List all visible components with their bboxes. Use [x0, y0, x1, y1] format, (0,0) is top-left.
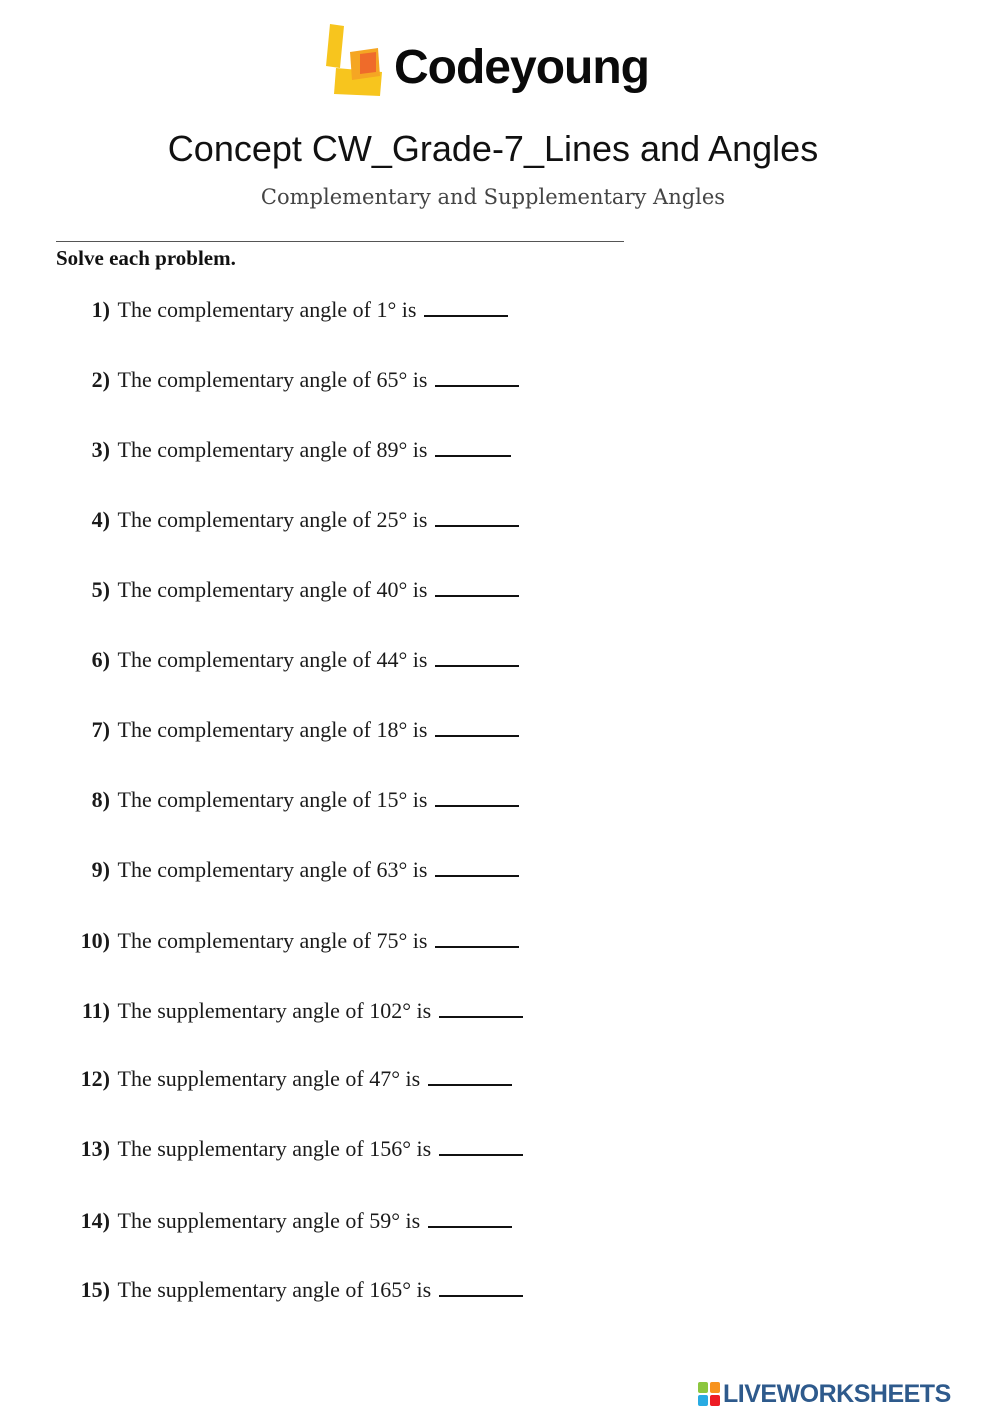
problem-item: [56, 785, 519, 815]
problem-number: 6): [91, 647, 110, 672]
answer-blank[interactable]: [435, 577, 519, 597]
problem-number: 11): [81, 998, 110, 1023]
answer-blank[interactable]: [428, 1066, 512, 1086]
problem-text: The complementary angle of 75° is: [117, 928, 428, 953]
answer-blank[interactable]: [435, 507, 519, 527]
answer-blank[interactable]: [435, 928, 519, 948]
problem-number: 14): [80, 1208, 110, 1233]
answer-blank[interactable]: [435, 647, 519, 667]
problem-item: [56, 1275, 523, 1305]
problem-number: 7): [91, 717, 110, 742]
problem-item: [56, 645, 519, 675]
codeyoung-logo-icon: [326, 24, 384, 96]
problem-number: 8): [91, 787, 110, 812]
problem-text: The complementary angle of 40° is: [117, 577, 428, 602]
brand-name: Codeyoung: [394, 41, 649, 94]
problem-item: [56, 1206, 512, 1236]
problem-text: The complementary angle of 89° is: [117, 437, 428, 462]
problem-text: The complementary angle of 18° is: [117, 717, 428, 742]
instruction: Solve each problem.: [56, 246, 236, 270]
problem-text: The complementary angle of 63° is: [117, 857, 428, 882]
page-title: Concept CW_Grade-7_Lines and Angles: [167, 128, 819, 169]
problem-item: [56, 575, 519, 605]
problem-number: 4): [91, 507, 110, 532]
problem-number: 9): [91, 857, 110, 882]
answer-blank[interactable]: [435, 857, 519, 877]
problem-item: [56, 996, 523, 1026]
problem-number: 10): [80, 928, 110, 953]
answer-blank[interactable]: [428, 1208, 512, 1228]
problem-number: 2): [91, 367, 110, 392]
problem-text: The complementary angle of 1° is: [117, 297, 417, 322]
problem-number: 1): [91, 297, 110, 322]
answer-blank[interactable]: [439, 1136, 523, 1156]
answer-blank[interactable]: [439, 998, 523, 1018]
problem-item: [56, 1064, 512, 1094]
answer-blank[interactable]: [435, 437, 511, 457]
liveworksheets-wordmark: LIVEWORKSHEETS: [723, 1380, 951, 1408]
problem-item: [56, 295, 508, 325]
problem-text: The supplementary angle of 102° is: [117, 998, 432, 1023]
problem-item: [56, 855, 519, 885]
problem-text: The supplementary angle of 59° is: [117, 1208, 421, 1233]
problem-item: [56, 365, 519, 395]
answer-blank[interactable]: [439, 1277, 523, 1297]
problem-item: [56, 926, 519, 956]
problem-text: The supplementary angle of 47° is: [117, 1066, 421, 1091]
liveworksheets-logo-icon: [698, 1382, 720, 1406]
problem-item: [56, 1134, 523, 1164]
problem-number: 3): [91, 437, 110, 462]
problem-item: [56, 715, 519, 745]
answer-blank[interactable]: [435, 717, 519, 737]
problem-number: 13): [80, 1136, 110, 1161]
page-subtitle: Complementary and Supplementary Angles: [260, 185, 726, 209]
answer-blank[interactable]: [424, 297, 508, 317]
answer-blank[interactable]: [435, 367, 519, 387]
problem-number: 12): [80, 1066, 110, 1091]
problem-text: The complementary angle of 44° is: [117, 647, 428, 672]
problem-text: The supplementary angle of 165° is: [117, 1277, 432, 1302]
problem-text: The complementary angle of 15° is: [117, 787, 428, 812]
problem-text: The complementary angle of 65° is: [117, 367, 428, 392]
problem-number: 15): [80, 1277, 110, 1302]
problem-item: [56, 505, 519, 535]
answer-blank[interactable]: [435, 787, 519, 807]
problem-text: The complementary angle of 25° is: [117, 507, 428, 532]
problem-text: The supplementary angle of 156° is: [117, 1136, 432, 1161]
problem-item: [56, 435, 511, 465]
problem-number: 5): [91, 577, 110, 602]
divider: [56, 241, 624, 242]
